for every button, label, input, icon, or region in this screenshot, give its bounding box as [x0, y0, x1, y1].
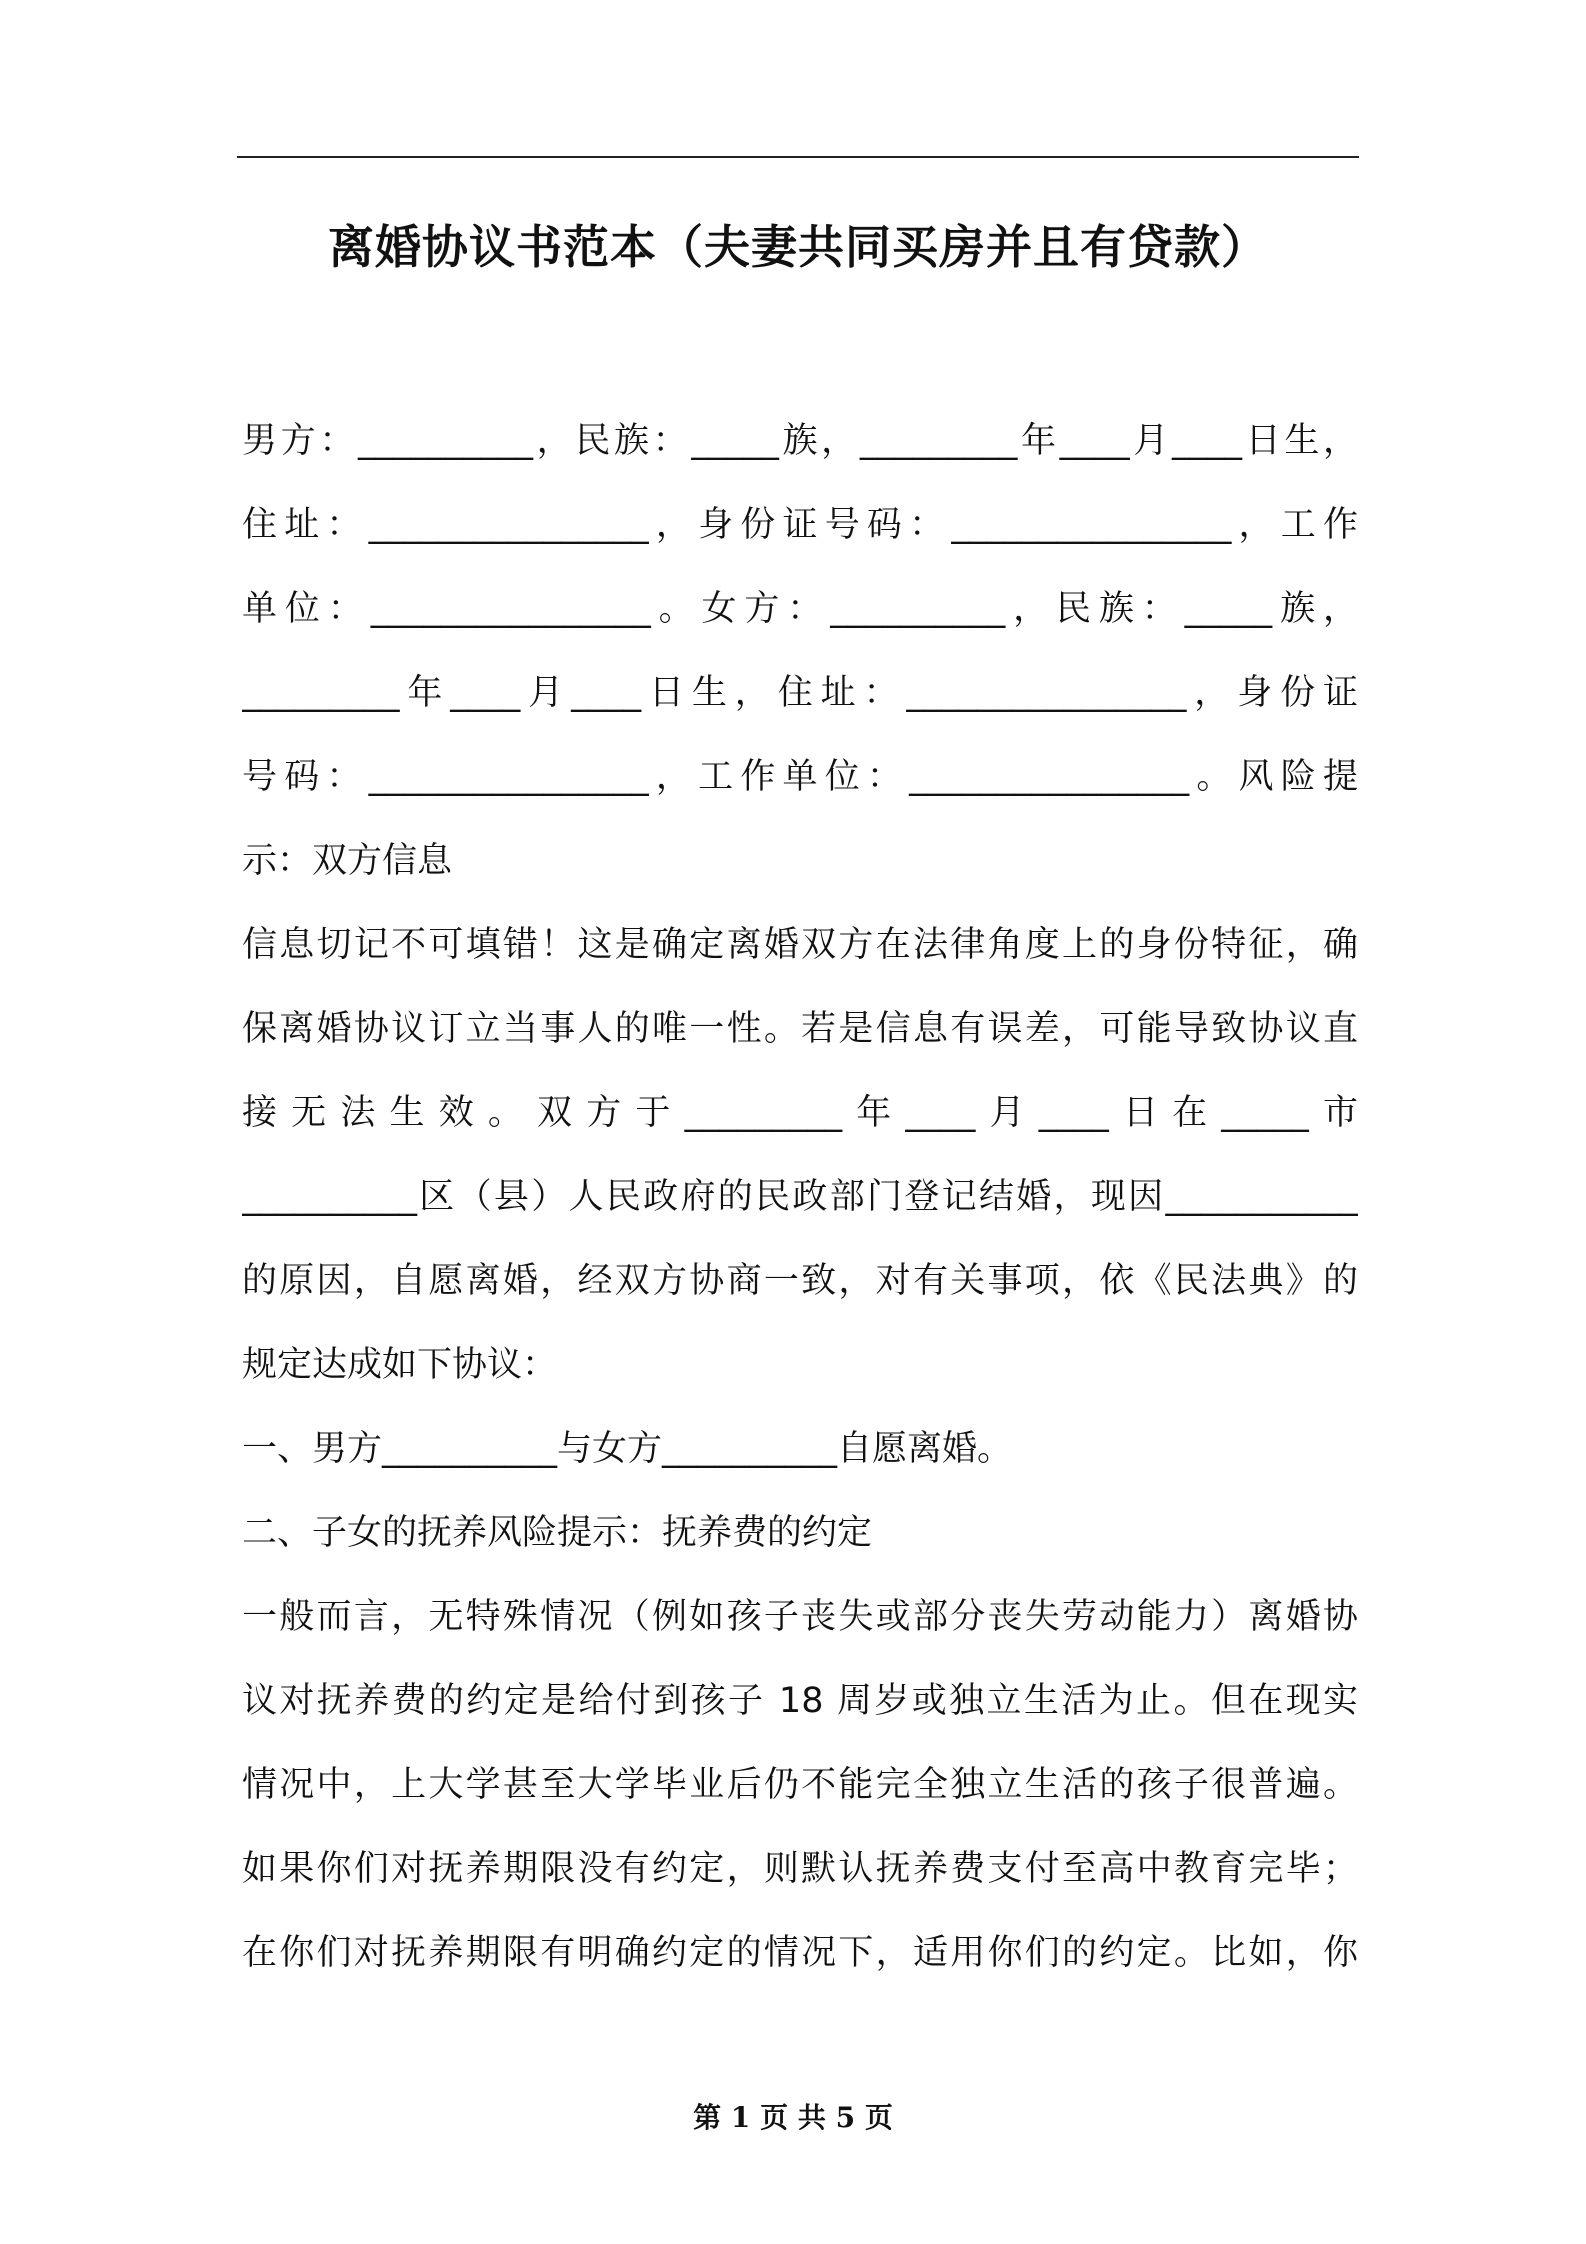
- body-line: 示：双方信息: [242, 841, 453, 881]
- body-line: 如果你们对抚养期限没有约定，则默认抚养费支付至高中教育完毕；: [242, 1849, 1358, 1889]
- body-line: 单位：________________。女方：__________，民族：_____族，: [242, 589, 1358, 629]
- body-line: 住址：________________，身份证号码：________________，工作: [242, 505, 1358, 545]
- body-line: 男方：__________，民族：_____族，_________年____月____日生，: [242, 421, 1358, 461]
- body-line: _________年____月____日生，住址：________________，身份证: [242, 673, 1358, 713]
- body-line: 二、子女的抚养风险提示：抚养费的约定: [242, 1513, 873, 1553]
- document-title: 离婚协议书范本（夫妻共同买房并且有贷款）: [328, 220, 1268, 274]
- body-line: 一、男方__________与女方__________自愿离婚。: [242, 1429, 1013, 1469]
- body-line: 接无法生效。双方于_________年____月____日在_____市: [242, 1093, 1358, 1133]
- body-line: 号码：________________，工作单位：________________。风险提: [242, 757, 1358, 797]
- header-rule: [237, 156, 1359, 158]
- body-line: 的原因，自愿离婚，经双方协商一致，对有关事项，依《民法典》的: [242, 1261, 1358, 1301]
- body-line: 在你们对抚养期限有明确约定的情况下，适用你们的约定。比如，你: [242, 1933, 1358, 1973]
- body-line: 情况中，上大学甚至大学毕业后仍不能完全独立生活的孩子很普遍。: [242, 1765, 1358, 1805]
- body-line: 信息切记不可填错！这是确定离婚双方在法律角度上的身份特征，确: [242, 925, 1358, 965]
- body-line: 一般而言，无特殊情况（例如孩子丧失或部分丧失劳动能力）离婚协: [242, 1597, 1358, 1637]
- body-line: 规定达成如下协议：: [242, 1345, 558, 1385]
- page-number: 第 1 页 共 5 页: [693, 2101, 893, 2134]
- body-line: 保离婚协议订立当事人的唯一性。若是信息有误差，可能导致协议直: [242, 1009, 1358, 1049]
- body-line: 议对抚养费的约定是给付到孩子 18 周岁或独立生活为止。但在现实: [242, 1681, 1358, 1721]
- body-line: __________区（县）人民政府的民政部门登记结婚，现因___________: [242, 1177, 1358, 1217]
